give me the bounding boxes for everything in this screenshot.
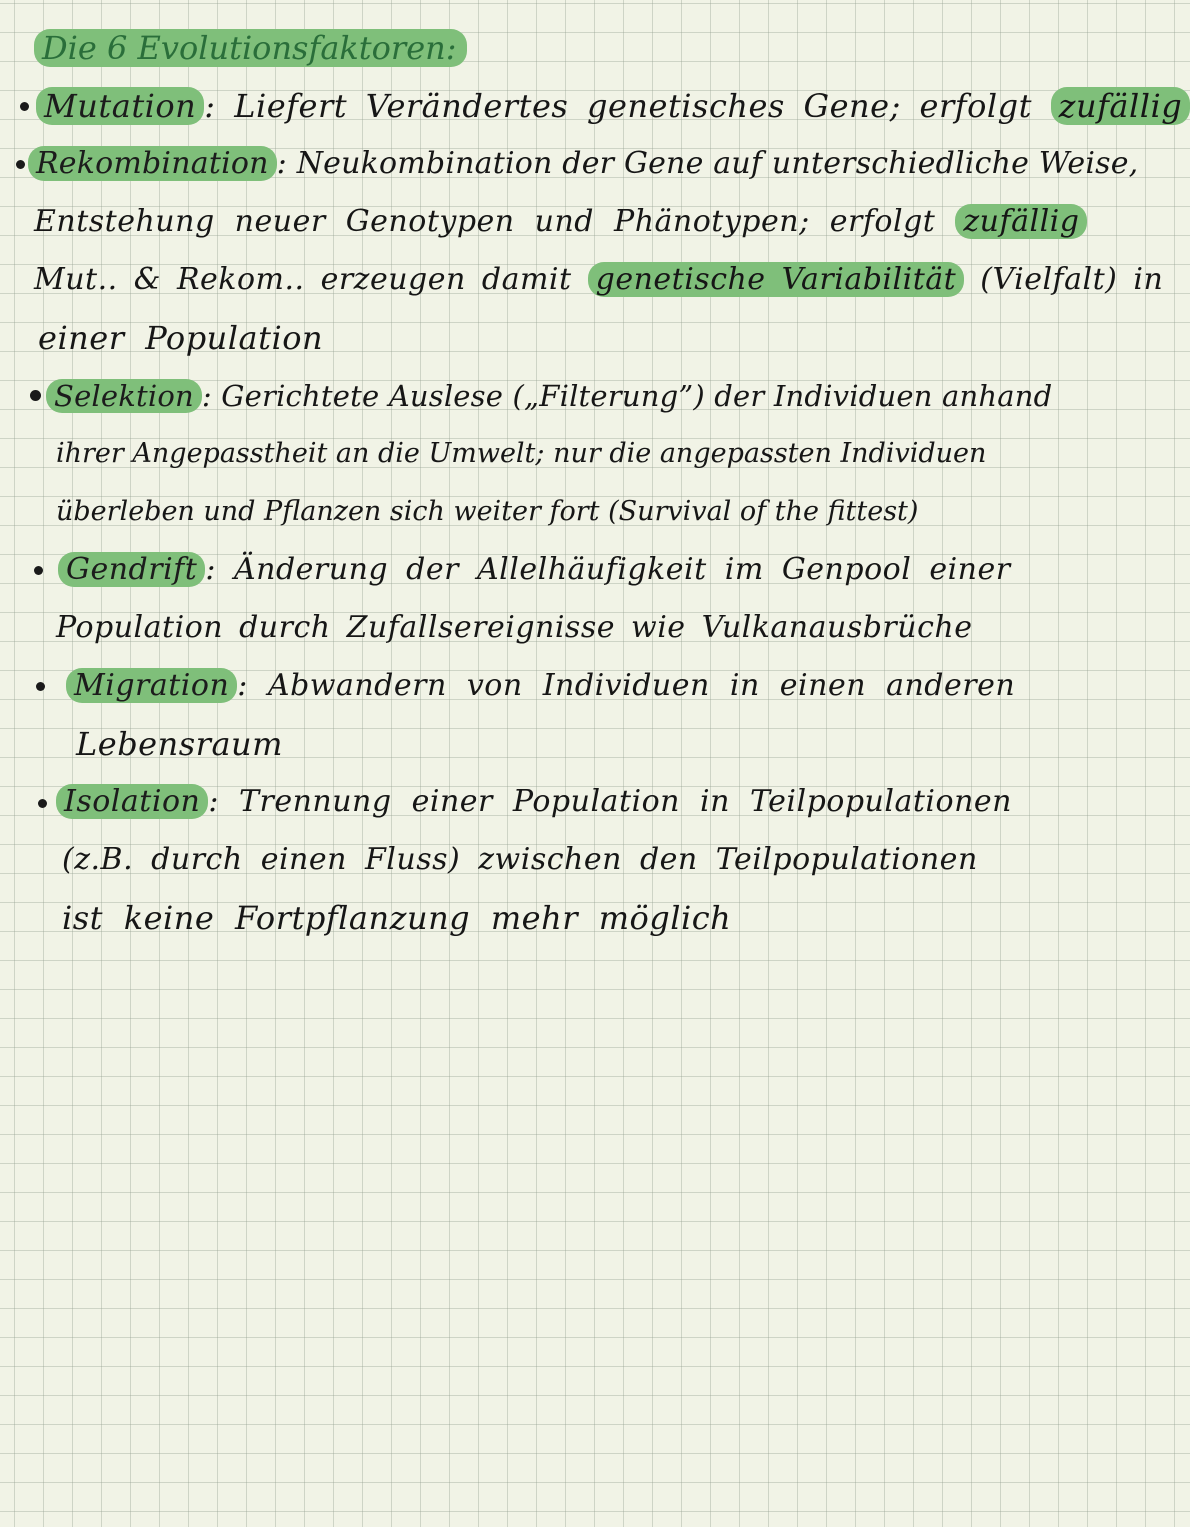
bullet-point: [36, 682, 45, 691]
migration-text: : Abwandern von Individuen in einen anderen: [237, 668, 1016, 703]
isolation-text-3: ist keine Fortpflanzung mehr möglich: [62, 899, 732, 937]
gendrift-line-2: [56, 608, 972, 648]
page-title: [34, 28, 467, 68]
rekombination-line-2: [34, 202, 1087, 242]
bullet-point: [34, 566, 43, 575]
term-migration: Migration: [66, 668, 237, 703]
mutation-line: [36, 86, 1190, 126]
summary-text-b: (Vielfalt) in: [964, 262, 1164, 297]
summary-line: [34, 260, 1163, 300]
selektion-line: [46, 376, 1052, 416]
mutation-tag: zufällig: [1051, 87, 1190, 125]
summary-text-2: einer Population: [38, 319, 324, 357]
bullet-point: [30, 390, 41, 401]
rekombination-text-2: Entstehung neuer Genotypen und Phänotypen; erfolgt: [34, 204, 956, 239]
summary-line-2: [38, 318, 323, 358]
migration-text-2: Lebensraum: [76, 725, 283, 763]
isolation-text-2: (z.B. durch einen Fluss) zwischen den Teilpopulationen: [62, 842, 978, 877]
gendrift-text-2: Population durch Zufallsereignisse wie Vulkanausbrüche: [56, 610, 973, 645]
term-selektion: Selektion: [46, 379, 202, 413]
bullet-point: [38, 799, 47, 808]
rekombination-tag: zufällig: [955, 204, 1087, 239]
summary-highlight: genetische Variabilität: [588, 262, 965, 297]
rekombination-text: : Neukombination der Gene auf unterschiedliche Weise,: [276, 146, 1139, 181]
gendrift-text: : Änderung der Allelhäufigkeit im Genpool einer: [205, 552, 1011, 587]
migration-line-2: [76, 724, 283, 764]
term-mutation: Mutation: [36, 87, 204, 125]
selektion-text-2: ihrer Angepasstheit an die Umwelt; nur die angepassten Individuen: [56, 438, 987, 469]
term-rekombination: Rekombination: [28, 146, 277, 181]
migration-line: [66, 666, 1015, 706]
bullet-point: [16, 160, 25, 169]
title-highlight: Die 6 Evolutionsfaktoren:: [34, 29, 467, 67]
mutation-text: : Liefert Verändertes genetisches Gene; erfolgt: [204, 87, 1051, 125]
rekombination-line: [28, 144, 1138, 184]
selektion-line-2: [56, 434, 986, 474]
isolation-line-2: [62, 840, 978, 880]
gendrift-line: [58, 550, 1011, 590]
isolation-line-3: [62, 898, 731, 938]
selektion-text-3: überleben und Pflanzen sich weiter fort (Survival of the fittest): [56, 496, 919, 527]
isolation-text: : Trennung einer Population in Teilpopulationen: [208, 784, 1012, 819]
summary-text-a: Mut.. & Rekom.. erzeugen damit: [34, 262, 588, 297]
bullet-point: [20, 102, 29, 111]
term-isolation: Isolation: [56, 784, 208, 819]
selektion-line-3: [56, 492, 918, 532]
isolation-line: [56, 782, 1012, 822]
selektion-text: : Gerichtete Auslese („Filterung”) der Individuen anhand: [201, 379, 1053, 413]
term-gendrift: Gendrift: [58, 552, 205, 587]
